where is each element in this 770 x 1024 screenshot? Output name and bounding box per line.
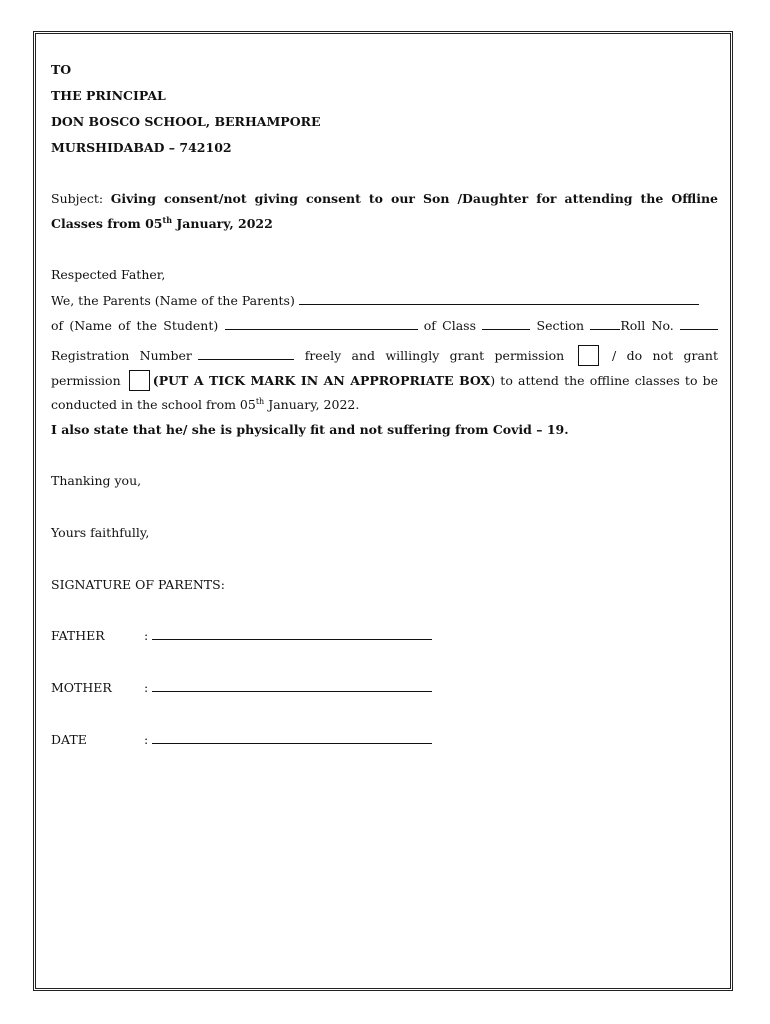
section-label: Section [536,318,585,333]
student-name-field[interactable] [225,319,418,330]
date-label: DATE [51,732,87,747]
subject-line-1 [51,191,718,206]
date-row: DATE : [51,732,432,747]
registration-row [51,345,718,366]
page-border [33,31,733,991]
mother-row: MOTHER : [51,680,432,695]
not-grant-checkbox[interactable] [129,370,150,391]
subject-text-1: Giving consent/not giving consent to our Son /Daughter for attending the Offline [110,191,718,206]
salutation: Respected Father, [51,267,166,282]
subject-line-2: Classes from 05th January, 2022 [51,215,273,231]
father-label: FATHER [51,628,105,643]
permission-word: permission [51,373,121,388]
roll-field[interactable] [680,319,718,330]
parents-name-row [51,293,699,308]
class-field[interactable] [482,319,530,330]
permission-row: permission (PUT A TICK MARK IN AN APPROPRIATE BOX) to attend the offline classes to be [51,370,718,391]
grant-text: freely and willingly grant permission [304,348,565,363]
father-signature-field[interactable] [152,629,432,640]
subject-label: Subject: [51,191,104,206]
father-row: FATHER : [51,628,432,643]
address-line-2: DON BOSCO SCHOOL, BERHAMPORE [51,114,321,129]
parents-name-field[interactable] [299,294,699,305]
yours-faithfully: Yours faithfully, [51,525,150,540]
class-label: of Class [423,318,477,333]
conducted-line: conducted in the school from 05th January, 2022. [51,397,360,412]
signature-heading: SIGNATURE OF PARENTS: [51,577,225,592]
health-declaration: I also state that he/ she is physically fit and not suffering from Covid – 19. [51,422,569,437]
not-grant-text: / do not grant [611,348,719,363]
mother-label: MOTHER [51,680,112,695]
mother-signature-field[interactable] [152,681,432,692]
student-name-label: of (Name of the Student) [51,318,219,333]
parents-name-label: We, the Parents (Name of the Parents) [51,293,295,308]
student-row [51,318,718,333]
date-field[interactable] [152,733,432,744]
thanking-you: Thanking you, [51,473,142,488]
tick-instruction: PUT A TICK MARK IN AN APPROPRIATE BOX [158,373,491,388]
registration-label: Registration Number [51,348,192,363]
address-line-3: MURSHIDABAD – 742102 [51,140,232,155]
roll-label: Roll No. [620,318,674,333]
address-to: TO [51,62,72,77]
attend-text: to attend the offline classes to be [500,373,719,388]
registration-field[interactable] [198,349,294,360]
grant-checkbox[interactable] [578,345,599,366]
section-field[interactable] [590,319,620,330]
address-line-1: THE PRINCIPAL [51,88,166,103]
